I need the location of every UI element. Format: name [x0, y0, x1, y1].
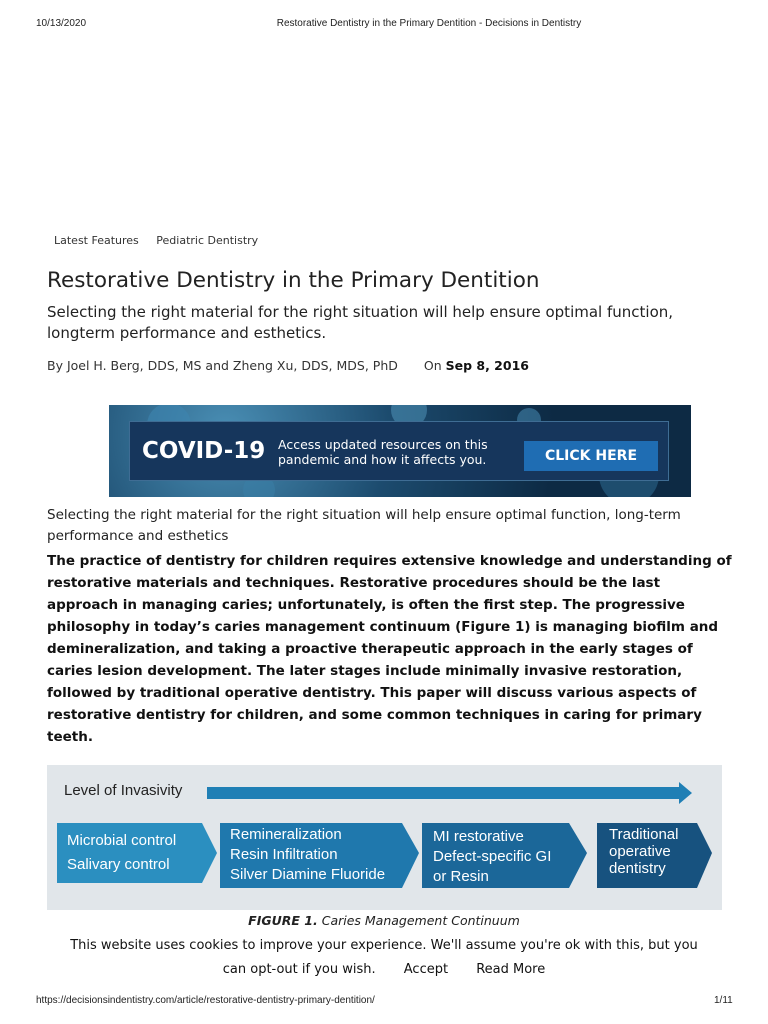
article-title: Restorative Dentistry in the Primary Dentition — [47, 268, 540, 293]
publish-date: Sep 8, 2016 — [445, 358, 529, 373]
covid-banner[interactable] — [109, 405, 691, 497]
banner-text: Access updated resources on this pandemic and how it affects you. — [278, 437, 488, 467]
figure-caption-text: Caries Management Continuum — [321, 913, 520, 928]
print-date: 10/13/2020 — [36, 18, 87, 29]
print-page-number: 1/11 — [714, 995, 733, 1006]
on-label: On — [423, 358, 442, 373]
category-link-pediatric-dentistry[interactable]: Pediatric Dentistry — [156, 234, 259, 247]
intro-paragraph: The practice of dentistry for children requires extensive knowledge and understanding of restorative materials and techniques. Restorative procedures should be the last approach in managing caries; unfortunately, is often the first step. The progressive philosophy in today’s caries management continuum (Figure 1) is managing biofilm and demineralization, and taking a proactive therapeutic approach in the early stages of caries lesion development. The later stages include minimally invasive restoration, followed by traditional operative dentistry. This paper will discuss various aspects of restorative dentistry for children, and some common techniques in caring for primary teeth. — [47, 553, 732, 745]
print-page-title: Restorative Dentistry in the Primary Dentition - Decisions in Dentistry — [276, 18, 582, 29]
cookie-message-line2: can opt-out if you wish. — [222, 962, 376, 977]
banner-headline: COVID-19 — [142, 438, 266, 464]
category-list — [54, 234, 272, 247]
byline — [47, 358, 529, 373]
figure-caption-label: FIGURE 1. — [248, 913, 318, 928]
cookie-actions — [0, 962, 768, 977]
stage-4-text: Traditional operative dentistry — [609, 826, 679, 877]
category-link-latest-features[interactable]: Latest Features — [54, 234, 139, 247]
stage-1-text: Microbial control Salivary control — [67, 832, 177, 873]
article-subtitle: Selecting the right material for the right situation will help ensure optimal function, longterm performance and esthetics. — [47, 303, 674, 342]
author-names: By Joel H. Berg, DDS, MS and Zheng Xu, DDS, MDS, PhD — [47, 358, 398, 373]
caries-continuum-figure — [47, 765, 722, 910]
cookie-read-more-link[interactable]: Read More — [476, 962, 546, 977]
print-footer-url: https://decisionsindentistry.com/article/restorative-dentistry-primary-dentition/ — [36, 995, 375, 1006]
stage-3-text: MI restorative Defect-specific GI or Resin — [433, 828, 552, 885]
figure-caption — [0, 913, 768, 928]
cookie-message: This website uses cookies to improve your experience. We'll assume you're ok with this, but you — [70, 938, 698, 953]
cookie-accept-button[interactable]: Accept — [403, 962, 449, 977]
banner-box — [129, 421, 669, 481]
click-here-button[interactable]: CLICK HERE — [524, 441, 658, 471]
lead-paragraph: Selecting the right material for the right situation will help ensure optimal function, long-term performance and esthetics — [47, 507, 681, 544]
stage-2-text: Remineralization Resin Infiltration Silver Diamine Fluoride — [230, 826, 386, 883]
invasivity-arrow — [207, 782, 692, 804]
figure-header-label: Level of Invasivity — [64, 782, 183, 799]
